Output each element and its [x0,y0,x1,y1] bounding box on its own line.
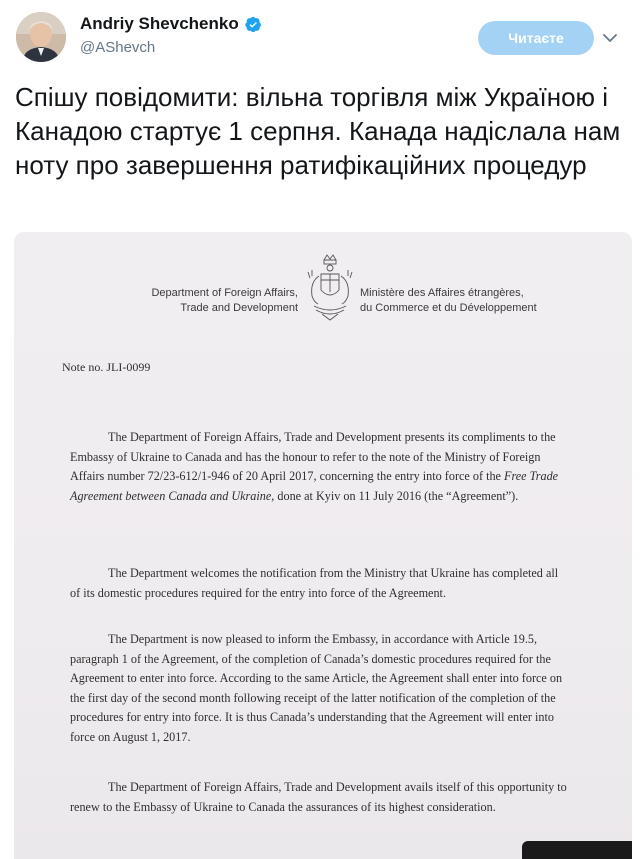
paragraph-2: The Department welcomes the notification from the Ministry that Ukraine has completed all of its domestic procedures required for the entry into force of the Agreement. [70,566,559,600]
paragraph-3: The Department is now pleased to inform the Embassy, in accordance with Article 19.5, paragraph 1 of the Agreement, of the completion of Canada’s domestic procedures required for the Agreement to enter into force. According to the same Article, the Agreement shall enter into force on the first day of the second month following receipt of the latter notification of the completion of the procedures for entry into force. It is thus Canada’s understanding that the Agreement will enter into force on August 1, 2017. [70,632,563,744]
attached-document-image[interactable] [14,232,632,859]
tweet-text: Спішу повідомити: вільна торгівля між Україною і Канадою стартує 1 серпня. Канада надіслала нам ноту про завершення ратифікаційних процедур [15,82,621,180]
chevron-down-icon[interactable] [602,30,618,46]
author-name[interactable]: Andriy Shevchenko [80,14,239,33]
paragraph-4: The Department of Foreign Affairs, Trade and Development avails itself of this opportunity to renew to the Embassy of Ukraine to Canada the assurances of its highest consideration. [70,780,567,814]
avatar[interactable] [16,12,66,62]
paragraph-1: The Department of Foreign Affairs, Trade and Development presents its compliments to the Embassy of Ukraine to Canada and has the honour to refer to the note of the Ministry of Foreign Affairs number 72/23-612/1-946 of 20 April 2017, concerning the entry into force of the Free Trade Agreement between Canada and Ukraine, done at Kyiv on 11 July 2016 (the “Agreement”). [70,430,559,503]
canada-coat-of-arms [300,252,360,324]
author-name-row [80,14,262,34]
author-handle[interactable]: @AShevch [80,39,156,56]
following-button[interactable]: Читаєте [478,21,594,55]
photo-corner-shadow [522,841,632,859]
department-name-french: Ministère des Affaires étrangères, du Commerce et du Développement [360,287,537,314]
department-name-english: Department of Foreign Affairs, Trade and Development [151,287,298,314]
verified-badge-icon [245,16,262,33]
note-number: Note no. JLI-0099 [62,360,151,374]
